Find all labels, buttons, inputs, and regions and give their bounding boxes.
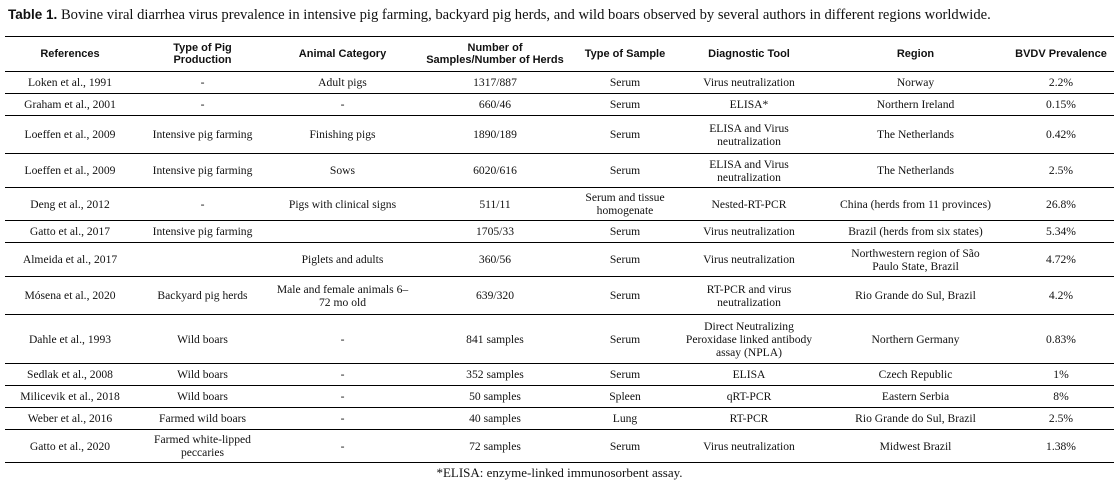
table-row bbox=[5, 315, 1114, 364]
table-row bbox=[5, 277, 1114, 315]
cell-region: China (herds from 11 provinces) bbox=[823, 188, 1008, 221]
cell-reference: Milicevik et al., 2018 bbox=[5, 386, 135, 408]
cell-animal: Sows bbox=[270, 154, 415, 188]
cell-samples: 511/11 bbox=[415, 188, 575, 221]
cell-diagnostic: ELISA bbox=[675, 364, 823, 386]
cell-animal: Finishing pigs bbox=[270, 116, 415, 154]
cell-prevalence: 5.34% bbox=[1008, 221, 1114, 243]
cell-prevalence: 8% bbox=[1008, 386, 1114, 408]
cell-samples: 841 samples bbox=[415, 315, 575, 364]
cell-region: Czech Republic bbox=[823, 364, 1008, 386]
cell-reference: Loeffen et al., 2009 bbox=[5, 116, 135, 154]
cell-samples: 1317/887 bbox=[415, 72, 575, 94]
table-row bbox=[5, 72, 1114, 94]
cell-samples: 72 samples bbox=[415, 430, 575, 463]
cell-diagnostic: qRT-PCR bbox=[675, 386, 823, 408]
cell-sample-type: Serum bbox=[575, 430, 675, 463]
cell-reference: Gatto et al., 2017 bbox=[5, 221, 135, 243]
cell-samples: 360/56 bbox=[415, 243, 575, 277]
table-row bbox=[5, 408, 1114, 430]
cell-prevalence: 2.5% bbox=[1008, 408, 1114, 430]
cell-diagnostic: RT-PCR bbox=[675, 408, 823, 430]
cell-sample-type: Lung bbox=[575, 408, 675, 430]
cell-prevalence: 2.5% bbox=[1008, 154, 1114, 188]
cell-reference: Weber et al., 2016 bbox=[5, 408, 135, 430]
cell-sample-type: Serum bbox=[575, 221, 675, 243]
table-row bbox=[5, 221, 1114, 243]
cell-reference: Deng et al., 2012 bbox=[5, 188, 135, 221]
table-row bbox=[5, 154, 1114, 188]
cell-region: Northwestern region of São Paulo State, Brazil bbox=[823, 243, 1008, 277]
cell-production: Backyard pig herds bbox=[135, 277, 270, 315]
cell-diagnostic: Direct Neutralizing Peroxidase linked antibody assay (NPLA) bbox=[675, 315, 823, 364]
cell-sample-type: Serum bbox=[575, 154, 675, 188]
cell-reference: Graham et al., 2001 bbox=[5, 94, 135, 116]
cell-prevalence: 1.38% bbox=[1008, 430, 1114, 463]
cell-prevalence: 4.2% bbox=[1008, 277, 1114, 315]
cell-region: Rio Grande do Sul, Brazil bbox=[823, 408, 1008, 430]
cell-region: Brazil (herds from six states) bbox=[823, 221, 1008, 243]
table-row bbox=[5, 364, 1114, 386]
cell-samples: 660/46 bbox=[415, 94, 575, 116]
cell-animal: Piglets and adults bbox=[270, 243, 415, 277]
cell-sample-type: Serum bbox=[575, 94, 675, 116]
caption-label: Table 1. bbox=[8, 7, 58, 22]
table-footnote: *ELISA: enzyme-linked immunosorbent assay. bbox=[436, 465, 683, 480]
cell-prevalence: 4.72% bbox=[1008, 243, 1114, 277]
header-cell: Type of Pig Production bbox=[173, 41, 232, 66]
cell-region: The Netherlands bbox=[823, 116, 1008, 154]
header-cell: References bbox=[40, 47, 100, 60]
cell-reference: Sedlak et al., 2008 bbox=[5, 364, 135, 386]
cell-diagnostic: RT-PCR and virus neutralization bbox=[675, 277, 823, 315]
cell-region: Midwest Brazil bbox=[823, 430, 1008, 463]
cell-samples: 40 samples bbox=[415, 408, 575, 430]
table-row bbox=[5, 188, 1114, 221]
cell-diagnostic: Virus neutralization bbox=[675, 221, 823, 243]
cell-prevalence: 0.42% bbox=[1008, 116, 1114, 154]
caption-text: Bovine viral diarrhea virus prevalence in intensive pig farming, backyard pig herds, and wild boars observed by several authors in different regions worldwide. bbox=[60, 7, 991, 23]
cell-production: - bbox=[135, 94, 270, 116]
header-cell: Number of Samples/Number of Herds bbox=[426, 41, 564, 66]
cell-samples: 639/320 bbox=[415, 277, 575, 315]
cell-reference: Loeffen et al., 2009 bbox=[5, 154, 135, 188]
table-row bbox=[5, 243, 1114, 277]
table-row bbox=[5, 430, 1114, 463]
cell-animal: Male and female animals 6–72 mo old bbox=[270, 277, 415, 315]
cell-production: - bbox=[135, 72, 270, 94]
cell-sample-type: Serum bbox=[575, 277, 675, 315]
cell-prevalence: 0.83% bbox=[1008, 315, 1114, 364]
cell-diagnostic: Virus neutralization bbox=[675, 72, 823, 94]
cell-region: Rio Grande do Sul, Brazil bbox=[823, 277, 1008, 315]
cell-diagnostic: Nested-RT-PCR bbox=[675, 188, 823, 221]
cell-prevalence: 26.8% bbox=[1008, 188, 1114, 221]
cell-animal: - bbox=[270, 94, 415, 116]
cell-production: - bbox=[135, 188, 270, 221]
cell-sample-type: Serum bbox=[575, 243, 675, 277]
cell-production: Farmed wild boars bbox=[135, 408, 270, 430]
header-cell: Diagnostic Tool bbox=[708, 47, 790, 60]
cell-production: Intensive pig farming bbox=[135, 154, 270, 188]
header-row bbox=[5, 37, 1114, 72]
cell-samples: 50 samples bbox=[415, 386, 575, 408]
cell-animal bbox=[270, 221, 415, 243]
prevalence-table bbox=[5, 36, 1114, 463]
header-cell: BVDV Prevalence bbox=[1015, 47, 1107, 60]
cell-samples: 1890/189 bbox=[415, 116, 575, 154]
cell-region: Northern Germany bbox=[823, 315, 1008, 364]
cell-reference: Gatto et al., 2020 bbox=[5, 430, 135, 463]
cell-samples: 1705/33 bbox=[415, 221, 575, 243]
cell-reference: Loken et al., 1991 bbox=[5, 72, 135, 94]
cell-production: Wild boars bbox=[135, 364, 270, 386]
cell-region: Northern Ireland bbox=[823, 94, 1008, 116]
cell-animal: - bbox=[270, 364, 415, 386]
header-cell: Type of Sample bbox=[584, 47, 666, 60]
cell-animal: - bbox=[270, 408, 415, 430]
cell-reference: Mósena et al., 2020 bbox=[5, 277, 135, 315]
cell-production bbox=[135, 243, 270, 277]
cell-diagnostic: ELISA and Virus neutralization bbox=[675, 116, 823, 154]
cell-production: Intensive pig farming bbox=[135, 116, 270, 154]
cell-sample-type: Serum bbox=[575, 72, 675, 94]
cell-region: Norway bbox=[823, 72, 1008, 94]
cell-diagnostic: ELISA* bbox=[675, 94, 823, 116]
cell-sample-type: Serum bbox=[575, 315, 675, 364]
cell-diagnostic: ELISA and Virus neutralization bbox=[675, 154, 823, 188]
cell-region: Eastern Serbia bbox=[823, 386, 1008, 408]
cell-production: Farmed white-lipped peccaries bbox=[135, 430, 270, 463]
table-caption bbox=[8, 6, 1113, 24]
cell-sample-type: Serum and tissue homogenate bbox=[575, 188, 675, 221]
cell-animal: - bbox=[270, 386, 415, 408]
cell-diagnostic: Virus neutralization bbox=[675, 243, 823, 277]
cell-sample-type: Serum bbox=[575, 116, 675, 154]
table-row bbox=[5, 386, 1114, 408]
cell-reference: Almeida et al., 2017 bbox=[5, 243, 135, 277]
cell-production: Wild boars bbox=[135, 386, 270, 408]
header-cell: Animal Category bbox=[298, 47, 387, 60]
table-row bbox=[5, 94, 1114, 116]
header-cell: Region bbox=[896, 47, 935, 60]
cell-animal: Pigs with clinical signs bbox=[270, 188, 415, 221]
cell-production: Intensive pig farming bbox=[135, 221, 270, 243]
cell-animal: - bbox=[270, 315, 415, 364]
cell-animal: Adult pigs bbox=[270, 72, 415, 94]
cell-production: Wild boars bbox=[135, 315, 270, 364]
cell-prevalence: 1% bbox=[1008, 364, 1114, 386]
cell-region: The Netherlands bbox=[823, 154, 1008, 188]
cell-samples: 352 samples bbox=[415, 364, 575, 386]
cell-diagnostic: Virus neutralization bbox=[675, 430, 823, 463]
cell-prevalence: 0.15% bbox=[1008, 94, 1114, 116]
cell-sample-type: Spleen bbox=[575, 386, 675, 408]
cell-samples: 6020/616 bbox=[415, 154, 575, 188]
table-row bbox=[5, 116, 1114, 154]
cell-sample-type: Serum bbox=[575, 364, 675, 386]
cell-reference: Dahle et al., 1993 bbox=[5, 315, 135, 364]
cell-prevalence: 2.2% bbox=[1008, 72, 1114, 94]
cell-animal: - bbox=[270, 430, 415, 463]
